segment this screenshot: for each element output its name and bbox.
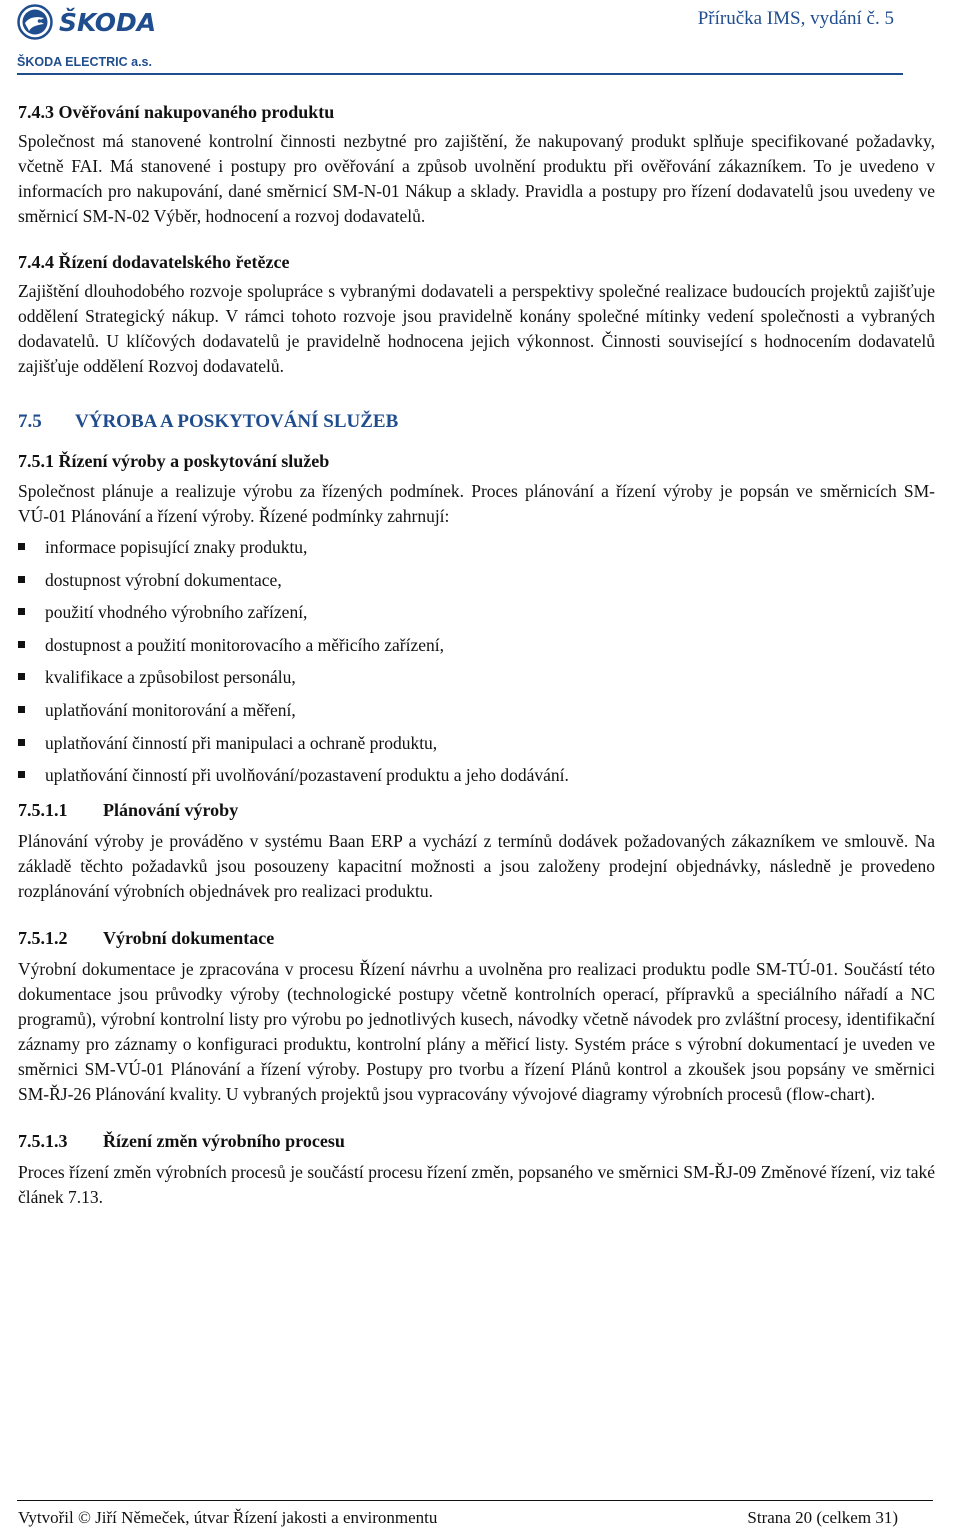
heading-7-4-3: 7.4.3 Ověřování nakupovaného produktu: [18, 102, 335, 122]
footer-page-number: Strana 20 (celkem 31): [747, 1508, 898, 1527]
page-content: [18, 100, 935, 1210]
heading-7-5-1-3-number: 7.5.1.3: [18, 1131, 68, 1152]
heading-7-5-1-3-title: Řízení změn výrobního procesu: [103, 1131, 345, 1152]
footer-author: Vytvořil © Jiří Němeček, útvar Řízení jakosti a environmentu: [18, 1508, 438, 1527]
company-name: ŠKODA ELECTRIC a.s.: [17, 55, 152, 69]
heading-7-5-1-1-title: Plánování výroby: [103, 800, 239, 821]
heading-7-5-1-2: [18, 926, 935, 950]
heading-7-5-1-2-title: Výrobní dokumentace: [103, 928, 275, 949]
heading-7-5-1-1-number: 7.5.1.1: [18, 800, 68, 821]
page-header: [0, 0, 960, 80]
list-item-text: použití vhodného výrobního zařízení,: [45, 602, 308, 623]
bullet-square-icon: [18, 706, 25, 713]
list-item: [18, 568, 935, 593]
heading-7-5-1: 7.5.1 Řízení výroby a poskytování služeb: [18, 451, 330, 471]
paragraph-7-5-1-1: Plánování výroby je prováděno v systému Baan ERP a vychází z termínů dodávek požadovaných zákazníkem ve smlouvě. Na základě těchto požadavků jsou posouzeny kapacitní možnosti a jsou založeny prodejní objednávky, následně je provedeno rozplánování výrobních objednávek pro realizaci produktu.: [18, 831, 935, 902]
paragraph-7-4-4: Zajištění dlouhodobého rozvoje spolupráce s vybranými dodavateli a perspektivy společné realizace budoucích projektů zajišťuje oddělení Strategický nákup. V rámci tohoto rozvoje jsou pravidelně konány společné mítinky vedení společnosti a vybraných dodavatelů. U klíčových dodavatelů je pravidelně hodnocena jejich výkonnost. Činnosti související s hodnocením dodavatelů zajišťuje oddělení Rozvoj dodavatelů.: [18, 281, 935, 376]
paragraph-7-5-1-2: Výrobní dokumentace je zpracována v procesu Řízení návrhu a uvolněna pro realizaci produktu podle SM-TÚ-01. Součástí této dokumentace jsou průvodky výroby (technologické postupy včetně kontrolních operací, přípravků a speciálního nářadí a NC programů), výrobní kontrolní listy pro výrobu po jednotlivých kusech, návodky včetně návodek pro zvláštní procesy, identifikační záznamy pro záznamy o konfiguraci produktu, kontrolní plány a měřicí listy. Systém práce s výrobní dokumentací je uveden ve směrnici SM-VÚ-01 Plánování a řízení výroby. Postupy pro tvorbu a řízení Plánů kontrol a zkoušek jsou popsány ve směrnici SM-ŘJ-26 Plánování kvality. U vybraných projektů jsou vypracovány vývojové diagramy výrobních procesů (flow-chart).: [18, 959, 935, 1105]
skoda-logo: [17, 4, 156, 40]
list-item: [18, 698, 935, 723]
heading-7-5-1-3: [18, 1129, 935, 1153]
bullet-square-icon: [18, 608, 25, 615]
list-item: [18, 600, 935, 625]
list-item-text: dostupnost a použití monitorovacího a měřicího zařízení,: [45, 634, 444, 655]
list-item-text: uplatňování monitorování a měření,: [45, 699, 296, 720]
logo-wordmark: ŠKODA: [59, 7, 157, 37]
paragraph-7-4-3: Společnost má stanovené kontrolní činnosti nezbytné pro zajištění, že nakupovaný produkt splňuje specifikované požadavky, včetně FAI. Má stanovené i postupy pro ověřování a způsob uvolnění produktu při ověřování zákazníkem. To je uvedeno v informacích pro nakupování, dané směrnicí SM-N-01 Nákup a sklady. Pravidla a postupy pro řízení dodavatelů jsou uvedeny ve směrnicí SM-N-02 Výběr, hodnocení a rozvoj dodavatelů.: [18, 131, 935, 226]
heading-7-5-1-2-number: 7.5.1.2: [18, 928, 68, 949]
heading-7-5-number: 7.5: [18, 411, 42, 432]
bullet-square-icon: [18, 673, 25, 680]
list-item-text: uplatňování činností při uvolňování/pozastavení produktu a jeho dodávání.: [45, 765, 569, 786]
bullet-square-icon: [18, 641, 25, 648]
list-item-text: informace popisující znaky produktu,: [45, 537, 308, 557]
document-title: Příručka IMS, vydání č. 5: [697, 8, 894, 29]
heading-7-5-title: VÝROBA A POSKYTOVÁNÍ SLUŽEB: [75, 411, 399, 432]
bullet-square-icon: [18, 771, 25, 778]
list-item: [18, 535, 935, 560]
skoda-winged-arrow-icon: [17, 4, 53, 40]
bullet-square-icon: [18, 543, 25, 550]
list-item: [18, 731, 935, 756]
header-divider: [17, 73, 903, 75]
list-item-text: uplatňování činností při manipulaci a ochraně produktu,: [45, 732, 438, 753]
footer-divider: [17, 1500, 933, 1501]
bullet-square-icon: [18, 576, 25, 583]
list-item: [18, 763, 935, 788]
bullet-square-icon: [18, 739, 25, 746]
heading-7-4-4: 7.4.4 Řízení dodavatelského řetězce: [18, 252, 290, 272]
list-item: [18, 665, 935, 690]
controlled-conditions-list: [18, 535, 935, 788]
list-item-text: kvalifikace a způsobilost personálu,: [45, 667, 296, 688]
heading-7-5: [18, 409, 935, 435]
list-item: [18, 633, 935, 658]
paragraph-7-5-1: Společnost plánuje a realizuje výrobu za řízených podmínek. Proces plánování a řízení výroby je popsán ve směrnicích SM-VÚ-01 Plánování a řízení výroby. Řízené podmínky zahrnují:: [18, 481, 935, 526]
heading-7-5-1-1: [18, 798, 935, 822]
paragraph-7-5-1-3: Proces řízení změn výrobních procesů je součástí procesu řízení změn, popsaného ve směrnici SM-ŘJ-09 Změnové řízení, viz také článek 7.13.: [18, 1162, 935, 1208]
list-item-text: dostupnost výrobní dokumentace,: [45, 569, 282, 590]
